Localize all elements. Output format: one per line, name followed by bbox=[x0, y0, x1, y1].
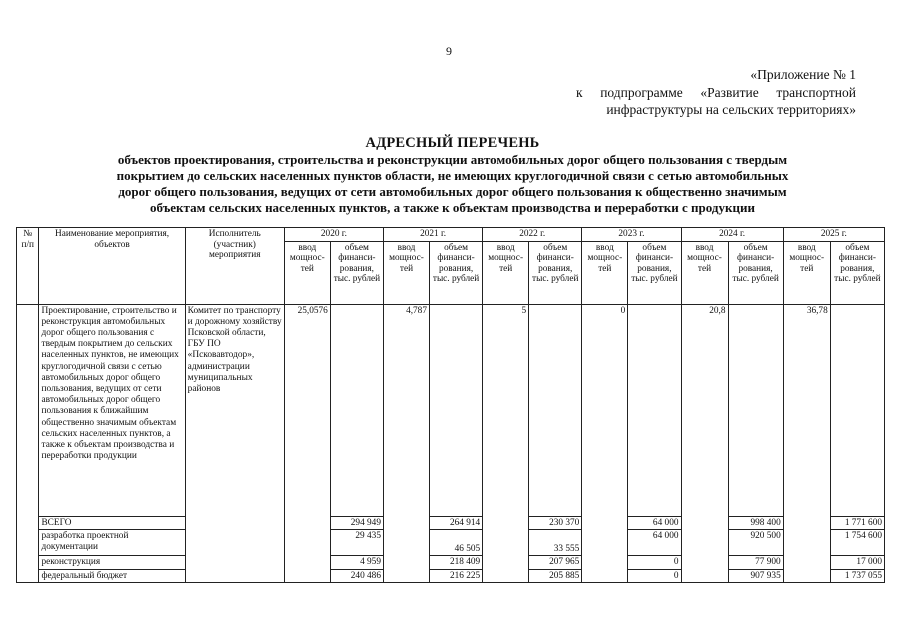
funding-empty bbox=[330, 304, 383, 516]
funding-empty bbox=[429, 304, 482, 516]
funding-value: 64 000 bbox=[628, 530, 681, 556]
page-number: 9 bbox=[446, 44, 452, 58]
appendix-line: инфраструктуры на сельских территориях» bbox=[606, 102, 856, 117]
header-year: 2021 г. bbox=[383, 228, 482, 242]
capacity-value: 5 bbox=[483, 304, 529, 583]
header-funding: объем финанси-рования, тыс. рублей bbox=[728, 241, 783, 304]
funding-value: 205 885 bbox=[529, 569, 582, 583]
funding-value: 907 935 bbox=[728, 569, 783, 583]
appendix-line: «Приложение № 1 bbox=[750, 67, 856, 82]
funding-value: 1 737 055 bbox=[830, 569, 884, 583]
header-executor: Исполнитель (участник) мероприятия bbox=[185, 228, 284, 305]
subtitle-line: объектам сельских населенных пунктов, а также к объектам производства и переработки с продукции bbox=[150, 200, 755, 215]
funding-value: 1 754 600 bbox=[830, 530, 884, 556]
header-capacity: ввод мощнос-тей bbox=[483, 241, 529, 304]
header-capacity: ввод мощнос-тей bbox=[284, 241, 330, 304]
funding-value: 218 409 bbox=[429, 556, 482, 570]
funding-value: 230 370 bbox=[529, 516, 582, 530]
funding-value: 64 000 bbox=[628, 516, 681, 530]
subtitle-line: дорог общего пользования, ведущих от сети автомобильных дорог общего пользования к общественно значимым bbox=[118, 184, 787, 199]
capacity-value: 4,787 bbox=[383, 304, 429, 583]
main-item-name: Проектирование, строительство и реконструкция автомобильных дорог общего пользования с твердым покрытием до сельских населенных пунктов, не имеющих круглогодичной связи с сетью автомобильных дорог общего пользования, ведущих от сети автомобильных дорог общего пользования к ближайшим общественно значимым объектам сельских населенных пунктов, а также к объектам производства и переработки продукции bbox=[39, 304, 185, 516]
header-funding: объем финанси-рования, тыс. рублей bbox=[529, 241, 582, 304]
capacity-value: 25,0576 bbox=[284, 304, 330, 583]
appendix-note bbox=[576, 66, 856, 119]
funding-value: 207 965 bbox=[529, 556, 582, 570]
header-year: 2022 г. bbox=[483, 228, 582, 242]
funding-value: 264 914 bbox=[429, 516, 482, 530]
capacity-value: 0 bbox=[582, 304, 628, 583]
funding-value: 4 959 bbox=[330, 556, 383, 570]
funding-value: 216 225 bbox=[429, 569, 482, 583]
header-name: Наименование мероприятия, объектов bbox=[39, 228, 185, 305]
funding-value: 998 400 bbox=[728, 516, 783, 530]
funding-empty bbox=[529, 304, 582, 516]
funding-value: 0 bbox=[628, 569, 681, 583]
header-row bbox=[17, 228, 885, 242]
table-row bbox=[17, 556, 885, 570]
capacity-value: 36,78 bbox=[783, 304, 830, 583]
capacity-value: 20,8 bbox=[681, 304, 728, 583]
funding-empty bbox=[728, 304, 783, 516]
row-label: разработка проектной документации bbox=[39, 530, 185, 556]
header-year: 2020 г. bbox=[284, 228, 383, 242]
row-label: реконструкция bbox=[39, 556, 185, 570]
header-year: 2025 г. bbox=[783, 228, 884, 242]
table-row-main bbox=[17, 304, 885, 516]
header-year: 2023 г. bbox=[582, 228, 681, 242]
appendix-line: к подпрограмме «Развитие транспортной bbox=[576, 84, 856, 100]
funding-value: 77 900 bbox=[728, 556, 783, 570]
header-capacity: ввод мощнос-тей bbox=[383, 241, 429, 304]
funding-value: 920 500 bbox=[728, 530, 783, 556]
header-num: № п/п bbox=[17, 228, 39, 305]
table-row bbox=[17, 569, 885, 583]
row-label: федеральный бюджет bbox=[39, 569, 185, 583]
header-funding: объем финанси-рования, тыс. рублей bbox=[830, 241, 884, 304]
funding-value: 1 771 600 bbox=[830, 516, 884, 530]
header-funding: объем финанси-рования, тыс. рублей bbox=[429, 241, 482, 304]
subtitle-line: объектов проектирования, строительства и реконструкции автомобильных дорог общего пользования с твердым bbox=[117, 152, 788, 167]
subtitle-line: покрытием до сельских населенных пунктов области, не имеющих круглогодичной связи с сетью автомобильных bbox=[116, 168, 789, 183]
funding-value: 294 949 bbox=[330, 516, 383, 530]
header-funding: объем финанси-рования, тыс. рублей bbox=[628, 241, 681, 304]
main-item-executor: Комитет по транспорту и дорожному хозяйству Псковской области, ГБУ ПО «Псковавтодор», администрации муниципальных районов bbox=[185, 304, 284, 583]
funding-value: 46 505 bbox=[429, 530, 482, 556]
funding-value: 17 000 bbox=[830, 556, 884, 570]
address-list-table bbox=[16, 227, 885, 583]
document-subtitle bbox=[55, 152, 850, 216]
table-row bbox=[17, 530, 885, 556]
header-capacity: ввод мощнос-тей bbox=[783, 241, 830, 304]
document-title: АДРЕСНЫЙ ПЕРЕЧЕНЬ bbox=[365, 135, 540, 151]
header-funding: объем финанси-рования, тыс. рублей bbox=[330, 241, 383, 304]
funding-empty bbox=[628, 304, 681, 516]
row-num-cell bbox=[17, 304, 39, 583]
funding-value: 240 486 bbox=[330, 569, 383, 583]
funding-empty bbox=[830, 304, 884, 516]
header-capacity: ввод мощнос-тей bbox=[582, 241, 628, 304]
funding-value: 33 555 bbox=[529, 530, 582, 556]
funding-value: 29 435 bbox=[330, 530, 383, 556]
table-row bbox=[17, 516, 885, 530]
header-year: 2024 г. bbox=[681, 228, 783, 242]
funding-value: 0 bbox=[628, 556, 681, 570]
row-label: ВСЕГО bbox=[39, 516, 185, 530]
header-capacity: ввод мощнос-тей bbox=[681, 241, 728, 304]
